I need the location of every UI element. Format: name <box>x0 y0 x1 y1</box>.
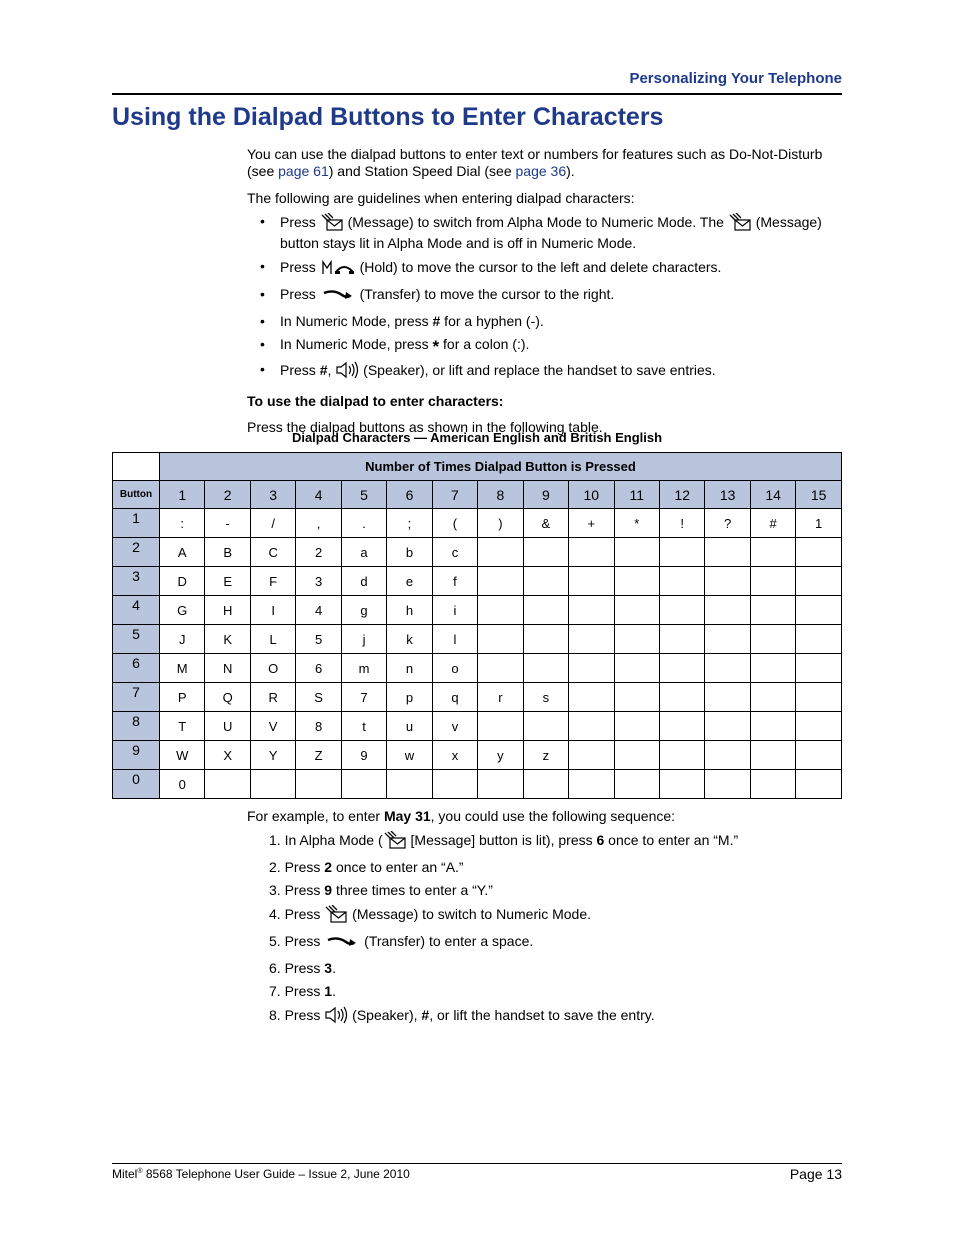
table-cell <box>705 712 750 741</box>
example-value: May 31 <box>383 808 431 824</box>
table-cell: X <box>205 741 250 770</box>
step-text: Press <box>284 906 325 922</box>
table-cell <box>205 770 250 799</box>
table-cell: E <box>205 567 250 596</box>
table-cell: 1 <box>796 509 842 538</box>
table-row <box>113 625 842 654</box>
row-button-key: 1 <box>113 509 160 538</box>
table-cell <box>705 741 750 770</box>
table-cell <box>614 654 659 683</box>
table-cell <box>478 654 523 683</box>
guideline-text: (Message) button stays lit in Alpha Mode and is off in Numeric Mode. <box>280 214 822 251</box>
table-cell: - <box>205 509 250 538</box>
step-text: [Message] button is lit), press <box>406 832 597 848</box>
row-button-key: 5 <box>113 625 160 654</box>
table-cell <box>614 683 659 712</box>
guideline-item <box>280 286 842 307</box>
table-row <box>113 683 842 712</box>
intro-text: ) and Station Speed Dial (see <box>328 163 516 179</box>
table-cell <box>750 567 795 596</box>
table-cell <box>614 712 659 741</box>
table-row <box>113 567 842 596</box>
step-key: 3 <box>324 960 333 976</box>
table-cell: W <box>160 741 205 770</box>
table-cell <box>523 770 568 799</box>
table-cell: i <box>432 596 477 625</box>
column-header-1: 1 <box>160 481 205 509</box>
table-cell <box>659 538 704 567</box>
table-cell <box>659 567 704 596</box>
step-text: once to enter an “A.” <box>332 859 464 875</box>
table-cell: ( <box>432 509 477 538</box>
table-cell <box>705 683 750 712</box>
table-cell: u <box>387 712 432 741</box>
table-cell <box>750 741 795 770</box>
example-steps <box>247 831 842 1028</box>
guideline-text: (Transfer) to move the cursor to the right. <box>355 286 615 302</box>
table-cell <box>341 770 386 799</box>
table-cell: 6 <box>296 654 341 683</box>
table-cell <box>569 625 614 654</box>
step-number: 5. <box>269 933 281 949</box>
guideline-item <box>280 336 842 355</box>
table-cell: K <box>205 625 250 654</box>
intro-paragraph <box>247 146 842 180</box>
table-cell: O <box>250 654 295 683</box>
column-header-9: 9 <box>523 481 568 509</box>
table-cell: R <box>250 683 295 712</box>
table-cell: a <box>341 538 386 567</box>
table-cell <box>750 712 795 741</box>
row-button-key: 4 <box>113 596 160 625</box>
table-cell <box>614 538 659 567</box>
table-cell <box>796 683 842 712</box>
table-cell: / <box>250 509 295 538</box>
table-cell: * <box>614 509 659 538</box>
guideline-text: (Speaker), or lift and replace the handset to save entries. <box>359 362 716 378</box>
step-key: 6 <box>596 832 605 848</box>
footer-rule <box>112 1163 842 1164</box>
page-number: Page 13 <box>789 1166 842 1182</box>
guideline-item <box>280 361 842 383</box>
step-number: 4. <box>269 906 281 922</box>
table-cell: . <box>341 509 386 538</box>
table-cell: J <box>160 625 205 654</box>
table-cell: 8 <box>296 712 341 741</box>
step-item <box>247 882 842 899</box>
table-cell <box>796 625 842 654</box>
table-cell: Y <box>250 741 295 770</box>
header-rule <box>112 93 842 95</box>
table-cell: & <box>523 509 568 538</box>
example-section <box>247 808 842 1034</box>
row-button-key: 8 <box>113 712 160 741</box>
table-cell <box>750 538 795 567</box>
table-cell: + <box>569 509 614 538</box>
guideline-text: (Message) to switch from Alpha Mode to Numeric Mode. The <box>343 214 728 230</box>
step-text: , or lift the handset to save the entry. <box>429 1007 655 1023</box>
step-text: Press <box>284 882 325 898</box>
transfer-icon <box>324 934 360 954</box>
table-cell <box>569 770 614 799</box>
table-cell <box>614 567 659 596</box>
example-intro <box>247 808 842 825</box>
table-caption: Dialpad Characters — American English and British English <box>291 430 663 445</box>
column-header-5: 5 <box>341 481 386 509</box>
table-cell: t <box>341 712 386 741</box>
table-cell <box>614 596 659 625</box>
table-cell <box>478 567 523 596</box>
table-cell: q <box>432 683 477 712</box>
procedure-heading: To use the dialpad to enter characters: <box>247 393 504 409</box>
table-cell <box>659 712 704 741</box>
table-cell: 3 <box>296 567 341 596</box>
table-cell: k <box>387 625 432 654</box>
table-cell <box>705 770 750 799</box>
table-cell: b <box>387 538 432 567</box>
table-cell: 0 <box>160 770 205 799</box>
table-corner-cell <box>113 453 160 481</box>
table-cell: ) <box>478 509 523 538</box>
table-cell: ! <box>659 509 704 538</box>
table-cell: o <box>432 654 477 683</box>
table-cell: B <box>205 538 250 567</box>
table-cell <box>296 770 341 799</box>
page-title: Using the Dialpad Buttons to Enter Characters <box>112 103 664 131</box>
table-cell <box>659 741 704 770</box>
table-cell <box>478 712 523 741</box>
table-cell: 2 <box>296 538 341 567</box>
table-cell: D <box>160 567 205 596</box>
step-number: 6. <box>269 960 281 976</box>
table-cell <box>705 538 750 567</box>
guideline-text: Press <box>280 362 320 378</box>
footer-text: 8568 Telephone User Guide – Issue 2, June 2010 <box>142 1167 410 1181</box>
table-column-header-row <box>113 481 842 509</box>
button-column-header: Button <box>113 481 160 509</box>
table-row <box>113 596 842 625</box>
footer-title <box>112 1167 410 1181</box>
page-36-link[interactable]: page 36 <box>515 163 567 179</box>
table-cell: d <box>341 567 386 596</box>
step-number: 2. <box>269 859 281 875</box>
table-cell: w <box>387 741 432 770</box>
table-cell: y <box>478 741 523 770</box>
step-text: (Message) to switch to Numeric Mode. <box>348 906 592 922</box>
guideline-item <box>280 313 842 330</box>
table-cell: f <box>432 567 477 596</box>
guideline-item <box>280 213 842 252</box>
table-cell <box>659 625 704 654</box>
step-text: Press <box>284 983 325 999</box>
column-header-11: 11 <box>614 481 659 509</box>
table-row <box>113 770 842 799</box>
guideline-text: In Numeric Mode, press <box>280 313 433 329</box>
message-icon <box>324 905 348 927</box>
step-item <box>247 905 842 927</box>
table-cell <box>569 596 614 625</box>
step-text: (Speaker), <box>348 1007 422 1023</box>
dialpad-characters-table <box>112 452 842 799</box>
table-cell: ? <box>705 509 750 538</box>
table-cell: V <box>250 712 295 741</box>
table-group-header-row <box>113 453 842 481</box>
step-text: In Alpha Mode ( <box>284 832 383 848</box>
speaker-icon <box>324 1006 348 1028</box>
table-cell <box>750 683 795 712</box>
table-cell <box>614 741 659 770</box>
table-body <box>113 509 842 799</box>
procedure-text: Press the dialpad buttons as shown in the following table. <box>247 419 603 435</box>
table-cell: c <box>432 538 477 567</box>
table-cell <box>705 596 750 625</box>
table-cell <box>659 770 704 799</box>
hash-key: # <box>432 313 441 329</box>
guideline-text: Press <box>280 286 316 302</box>
table-cell: A <box>160 538 205 567</box>
example-text: , you could use the following sequence: <box>430 808 676 824</box>
table-cell <box>796 567 842 596</box>
guidelines-intro: The following are guidelines when entering dialpad characters: <box>247 190 635 206</box>
row-button-key: 2 <box>113 538 160 567</box>
table-cell: 5 <box>296 625 341 654</box>
column-header-2: 2 <box>205 481 250 509</box>
table-cell <box>659 596 704 625</box>
table-cell <box>614 625 659 654</box>
step-key: 9 <box>324 882 333 898</box>
table-cell <box>659 654 704 683</box>
table-cell <box>750 596 795 625</box>
table-cell: G <box>160 596 205 625</box>
step-text: once to enter an “M.” <box>604 832 739 848</box>
column-header-8: 8 <box>478 481 523 509</box>
column-header-6: 6 <box>387 481 432 509</box>
table-cell: C <box>250 538 295 567</box>
hold-icon <box>320 258 356 280</box>
table-cell: 4 <box>296 596 341 625</box>
table-cell <box>796 770 842 799</box>
table-cell <box>250 770 295 799</box>
table-cell <box>387 770 432 799</box>
step-text: Press <box>284 1007 325 1023</box>
step-item <box>247 831 842 853</box>
guideline-text: , <box>327 362 332 378</box>
table-cell <box>478 538 523 567</box>
row-button-key: 6 <box>113 654 160 683</box>
row-button-key: 0 <box>113 770 160 799</box>
step-item <box>247 983 842 1000</box>
table-cell: S <box>296 683 341 712</box>
table-cell <box>796 654 842 683</box>
message-icon <box>728 213 752 235</box>
table-cell: P <box>160 683 205 712</box>
table-cell <box>432 770 477 799</box>
table-cell <box>796 538 842 567</box>
table-row <box>113 712 842 741</box>
table-cell <box>523 538 568 567</box>
example-text: For example, to enter <box>247 808 384 824</box>
intro-text: You can use the dialpad buttons to enter text or numbers for features such as Do-Not-Disturb (see <box>247 146 823 179</box>
column-header-13: 13 <box>705 481 750 509</box>
table-cell: U <box>205 712 250 741</box>
footer-registered-mark: ® <box>137 1168 143 1175</box>
guideline-text: In Numeric Mode, press <box>280 336 433 352</box>
table-cell: g <box>341 596 386 625</box>
row-button-key: 7 <box>113 683 160 712</box>
table-cell: m <box>341 654 386 683</box>
footer-brand: Mitel <box>112 1167 138 1181</box>
star-key: * <box>432 337 440 356</box>
table-cell: M <box>160 654 205 683</box>
table-cell <box>478 770 523 799</box>
guidelines-list <box>247 213 842 383</box>
step-key: 1 <box>324 983 333 999</box>
table-cell: e <box>387 567 432 596</box>
column-header-15: 15 <box>796 481 842 509</box>
table-cell: H <box>205 596 250 625</box>
column-header-10: 10 <box>569 481 614 509</box>
table-cell: x <box>432 741 477 770</box>
guideline-text: (Hold) to move the cursor to the left and delete characters. <box>355 259 722 275</box>
table-cell <box>750 625 795 654</box>
table-cell <box>478 625 523 654</box>
table-row <box>113 538 842 567</box>
table-cell: l <box>432 625 477 654</box>
transfer-icon <box>320 287 356 307</box>
table-group-header: Number of Times Dialpad Button is Pressed <box>160 453 842 481</box>
table-cell <box>796 741 842 770</box>
table-cell: z <box>523 741 568 770</box>
step-key: # <box>421 1007 430 1023</box>
guideline-item <box>280 258 842 280</box>
table-cell: j <box>341 625 386 654</box>
table-cell: ; <box>387 509 432 538</box>
step-number: 7. <box>269 983 281 999</box>
table-cell: F <box>250 567 295 596</box>
step-number: 3. <box>269 882 281 898</box>
column-header-14: 14 <box>750 481 795 509</box>
step-text: Press <box>284 960 325 976</box>
table-row <box>113 509 842 538</box>
page-61-link[interactable]: page 61 <box>278 163 329 179</box>
table-cell: # <box>750 509 795 538</box>
table-cell <box>750 770 795 799</box>
table-cell: n <box>387 654 432 683</box>
row-button-key: 3 <box>113 567 160 596</box>
step-key: 2 <box>324 859 333 875</box>
table-cell <box>705 567 750 596</box>
table-cell: v <box>432 712 477 741</box>
table-cell: T <box>160 712 205 741</box>
table-cell <box>796 596 842 625</box>
table-cell: Q <box>205 683 250 712</box>
table-cell <box>523 625 568 654</box>
guideline-text: Press <box>280 214 316 230</box>
table-cell: s <box>523 683 568 712</box>
table-cell <box>796 712 842 741</box>
row-button-key: 9 <box>113 741 160 770</box>
table-cell <box>569 567 614 596</box>
hash-key: # <box>319 362 328 378</box>
running-header: Personalizing Your Telephone <box>629 70 842 87</box>
step-text: . <box>332 960 336 976</box>
table-cell: : <box>160 509 205 538</box>
speaker-icon <box>335 361 359 383</box>
step-text: Press <box>284 859 325 875</box>
step-item <box>247 933 842 954</box>
table-cell: 9 <box>341 741 386 770</box>
table-cell: Z <box>296 741 341 770</box>
table-cell <box>659 683 704 712</box>
column-header-12: 12 <box>659 481 704 509</box>
guideline-text: for a colon (:). <box>439 336 530 352</box>
table-cell <box>569 712 614 741</box>
table-row <box>113 654 842 683</box>
column-header-4: 4 <box>296 481 341 509</box>
step-number: 1. <box>269 832 281 848</box>
table-cell: h <box>387 596 432 625</box>
table-cell <box>523 712 568 741</box>
table-cell <box>569 741 614 770</box>
table-cell <box>523 596 568 625</box>
table-cell: 7 <box>341 683 386 712</box>
table-cell <box>523 567 568 596</box>
guideline-text: Press <box>280 259 316 275</box>
table-cell: I <box>250 596 295 625</box>
table-cell <box>569 683 614 712</box>
table-cell <box>705 625 750 654</box>
guideline-text: for a hyphen (-). <box>440 313 544 329</box>
table-cell <box>523 654 568 683</box>
column-header-3: 3 <box>250 481 295 509</box>
table-cell: , <box>296 509 341 538</box>
intro-text: ). <box>566 163 575 179</box>
table-cell: r <box>478 683 523 712</box>
step-text: Press <box>284 933 325 949</box>
table-cell <box>614 770 659 799</box>
main-content <box>247 146 842 436</box>
table-cell: N <box>205 654 250 683</box>
table-row <box>113 741 842 770</box>
step-text: . <box>332 983 336 999</box>
step-number: 8. <box>269 1007 281 1023</box>
table-cell <box>569 538 614 567</box>
step-item <box>247 960 842 977</box>
column-header-7: 7 <box>432 481 477 509</box>
step-text: (Transfer) to enter a space. <box>360 933 534 949</box>
step-text: three times to enter a “Y.” <box>332 882 493 898</box>
table-cell <box>478 596 523 625</box>
table-cell: L <box>250 625 295 654</box>
table-cell: p <box>387 683 432 712</box>
step-item <box>247 859 842 876</box>
table-cell <box>569 654 614 683</box>
step-item <box>247 1006 842 1028</box>
message-icon <box>320 213 344 235</box>
table-cell <box>705 654 750 683</box>
table-cell <box>750 654 795 683</box>
message-icon <box>383 831 407 853</box>
